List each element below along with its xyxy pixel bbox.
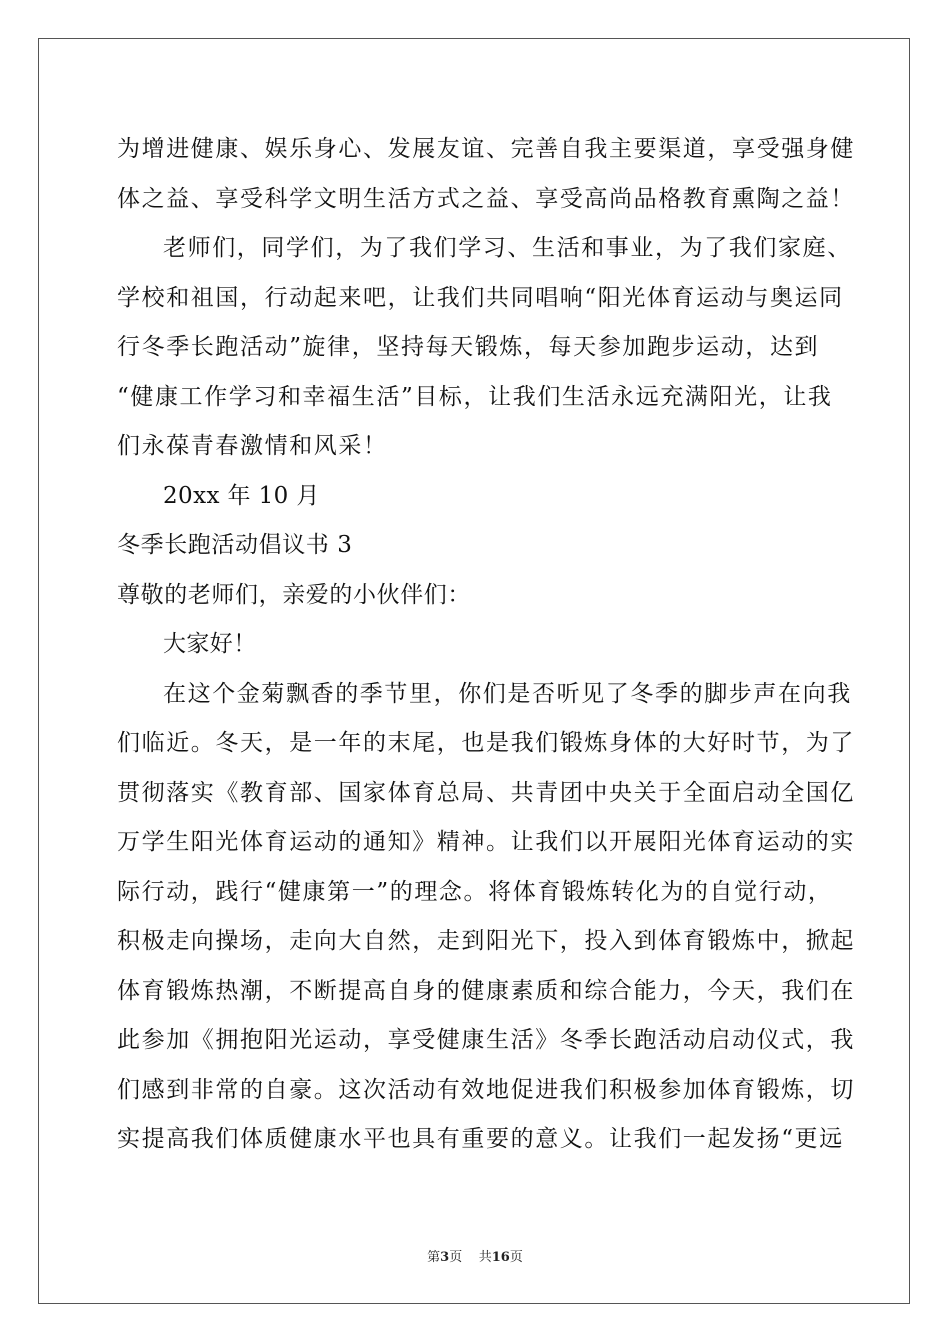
paragraph-line: 们永葆青春激情和风采！ xyxy=(117,433,388,459)
page-current: 3 xyxy=(440,1250,450,1265)
paragraph-line: 际行动，践行“健康第一”的理念。将体育锻炼转化为的自觉行动， xyxy=(117,878,833,905)
paragraph-line: 体育锻炼热潮，不断提高自身的健康素质和综合能力，今天，我们在 xyxy=(117,977,855,1004)
page-prefix: 第 xyxy=(427,1250,441,1265)
total-prefix: 共 xyxy=(478,1250,492,1265)
section-title: 冬季长跑活动倡议书 3 xyxy=(117,532,353,558)
greeting: 大家好！ xyxy=(163,631,257,657)
total-unit: 页 xyxy=(509,1250,523,1265)
paragraph-line: 实提高我们体质健康水平也具有重要的意义。让我们一起发扬“更远 xyxy=(117,1126,844,1152)
paragraph-line: 行冬季长跑活动”旋律，坚持每天锻炼，每天参加跑步运动，达到 xyxy=(117,334,820,360)
paragraph-line: 学校和祖国，行动起来吧，让我们共同唱响“阳光体育运动与奥运同 xyxy=(117,284,844,311)
paragraph-line: 万学生阳光体育运动的通知》精神。让我们以开展阳光体育运动的实 xyxy=(117,829,855,855)
paragraph-line: 们感到非常的自豪。这次活动有效地促进我们积极参加体育锻炼，切 xyxy=(117,1076,855,1103)
paragraph-line: 贯彻落实《教育部、国家体育总局、共青团中央关于全面启动全国亿 xyxy=(117,779,855,806)
paragraph-line: 积极走向操场，走向大自然，走到阳光下，投入到体育锻炼中，掀起 xyxy=(117,928,855,954)
paragraph-line: 老师们，同学们，为了我们学习、生活和事业，为了我们家庭、 xyxy=(163,235,852,261)
paragraph-line: 们临近。冬天，是一年的末尾，也是我们锻炼身体的大好时节，为了 xyxy=(117,730,855,756)
paragraph-line: 为增进健康、娱乐身心、发展友谊、完善自我主要渠道，享受强身健 xyxy=(117,136,855,162)
paragraph-line: 此参加《拥抱阳光运动，享受健康生活》冬季长跑活动启动仪式，我 xyxy=(117,1027,855,1053)
page-unit: 页 xyxy=(449,1250,463,1265)
document-body xyxy=(117,128,855,1168)
paragraph-line: 在这个金菊飘香的季节里，你们是否听见了冬季的脚步声在向我 xyxy=(163,680,852,707)
page-footer xyxy=(0,1246,950,1265)
salutation: 尊敬的老师们，亲爱的小伙伴们： xyxy=(117,581,471,608)
date-line: 20xx 年 10 月 xyxy=(163,482,320,509)
paragraph-line: “健康工作学习和幸福生活”目标，让我们生活永远充满阳光，让我 xyxy=(117,383,833,410)
paragraph-line: 体之益、享受科学文明生活方式之益、享受高尚品格教育熏陶之益！ xyxy=(117,185,855,212)
page-total: 16 xyxy=(491,1250,510,1265)
